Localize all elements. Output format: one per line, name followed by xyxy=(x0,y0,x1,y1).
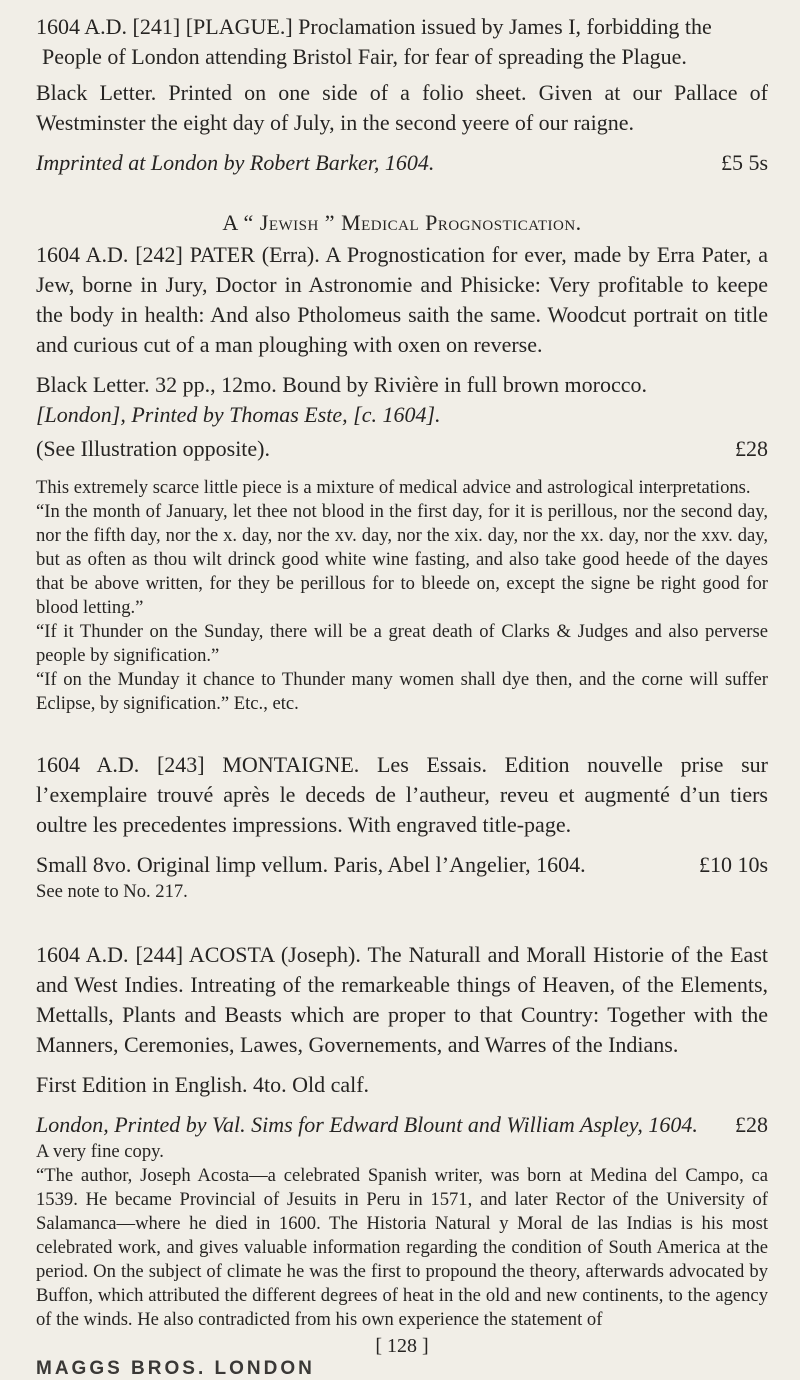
entry-242-price: £28 xyxy=(735,436,768,461)
entry-242-quote: “In the month of January, let thee not blood in the first day, for it is perillous, nor the second day, nor the fifth day, nor the x. day, nor the xv. day, nor the xix. day, nor the xx. day, nor the xxv. day, but as often as thou wilt drinck good white wine fasting, and also take good heede of the dayes that be above written, for they be perillous for to bleede on, except the signe be right good for blood letting.” xyxy=(36,501,768,618)
entry-242-quote: “If it Thunder on the Sunday, there will be a great death of Clarks & Judges and also perverse people by signification.” xyxy=(36,621,768,666)
entry-244 xyxy=(36,940,768,1332)
entry-243 xyxy=(36,750,768,904)
entry-244-heading: 1604 A.D. [244] ACOSTA (Joseph). The Naturall and Morall Historie of the East and West Indies. Intreating of the remarkeable things of Heaven, of the Elements, Mettalls, Plants and Beasts which are proper to that Country: Together with the Manners, Ceremonies, Lawes, Governements, and Warres of the Indians. xyxy=(36,942,768,1057)
entry-242-description: Black Letter. 32 pp., 12mo. Bound by Rivière in full brown morocco. xyxy=(36,372,648,397)
entry-242 xyxy=(36,208,768,716)
page-number: [ 128 ] xyxy=(375,1335,429,1357)
entry-244-price: £28 xyxy=(735,1112,768,1137)
entry-244-imprint-row xyxy=(36,1110,768,1140)
entry-243-description-row xyxy=(36,850,768,880)
section-title: A “ Jewish ” Medical Prognostication. xyxy=(222,210,582,235)
entry-244-quote: “The author, Joseph Acosta—a celebrated Spanish writer, was born at Medina del Campo, ca 1539. He became Provincial of Jesuits in Peru in 1571, and later Rector of the University of Salamanca—where he died in 1600. The Historia Natural y Moral de las Indias is his most celebrated work, and gives valuable information regarding the condition of South America at the period. On the subject of climate he was the first to propound the theory, afterwards advocated by Buffon, which attributed the different degrees of heat in the old and new continents, to the agency of the winds. He also contradicted from his own experience the statement of xyxy=(36,1165,768,1330)
entry-241-heading: 1604 A.D. [241] [PLAGUE.] Proclamation issued by James I, forbidding the xyxy=(36,14,712,39)
entry-242-quote: “If on the Munday it chance to Thunder many women shall dye then, and the corne will suffer Eclipse, by signification.” Etc., etc. xyxy=(36,669,768,714)
entry-242-note: This extremely scarce little piece is a mixture of medical advice and astrological interpretations. xyxy=(36,477,751,498)
entry-243-heading: 1604 A.D. [243] MONTAIGNE. Les Essais. Edition nouvelle prise sur l’exemplaire trouvé après le deceds de l’autheur, reveu et augmenté d’un tiers oultre les precedentes impressions. With engraved title-page. xyxy=(36,752,768,837)
entry-243-price: £10 10s xyxy=(698,852,768,877)
entry-242-heading: 1604 A.D. [242] PATER (Erra). A Prognostication for ever, made by Erra Pater, a Jew, borne in Jury, Doctor in Astronomie and Phisicke: Very profitable to keepe the body in health: And also Ptholomeus saith the same. Woodcut portrait on title and curious cut of a man ploughing with oxen on reverse. xyxy=(36,242,768,357)
entry-242-imprint: [London], Printed by Thomas Este, [c. 1604]. xyxy=(36,402,441,427)
entry-244-note: A very fine copy. xyxy=(36,1141,164,1162)
entry-244-description: First Edition in English. 4to. Old calf. xyxy=(36,1072,370,1097)
entry-241-heading-cont: People of London attending Bristol Fair, for fear of spreading the Plague. xyxy=(42,44,687,69)
entry-241-imprint-row xyxy=(36,148,768,178)
entry-241-description: Black Letter. Printed on one side of a folio sheet. Given at our Pallace of Westminster the eight day of July, in the second yeere of our raigne. xyxy=(36,80,768,135)
entry-243-see-note: See note to No. 217. xyxy=(36,881,188,902)
entry-242-illustration-note: (See Illustration opposite). xyxy=(36,436,271,461)
entry-241-price: £5 5s xyxy=(720,150,768,175)
entry-244-imprint: London, Printed by Val. Sims for Edward Blount and William Aspley, 1604. xyxy=(36,1112,698,1137)
entry-241-imprint: Imprinted at London by Robert Barker, 1604. xyxy=(36,150,435,175)
entry-242-price-row xyxy=(36,434,768,464)
publisher-footer: MAGGS BROS. LONDON xyxy=(36,1358,315,1379)
entry-243-description: Small 8vo. Original limp vellum. Paris, Abel l’Angelier, 1604. xyxy=(36,852,586,877)
entry-241 xyxy=(36,12,768,178)
